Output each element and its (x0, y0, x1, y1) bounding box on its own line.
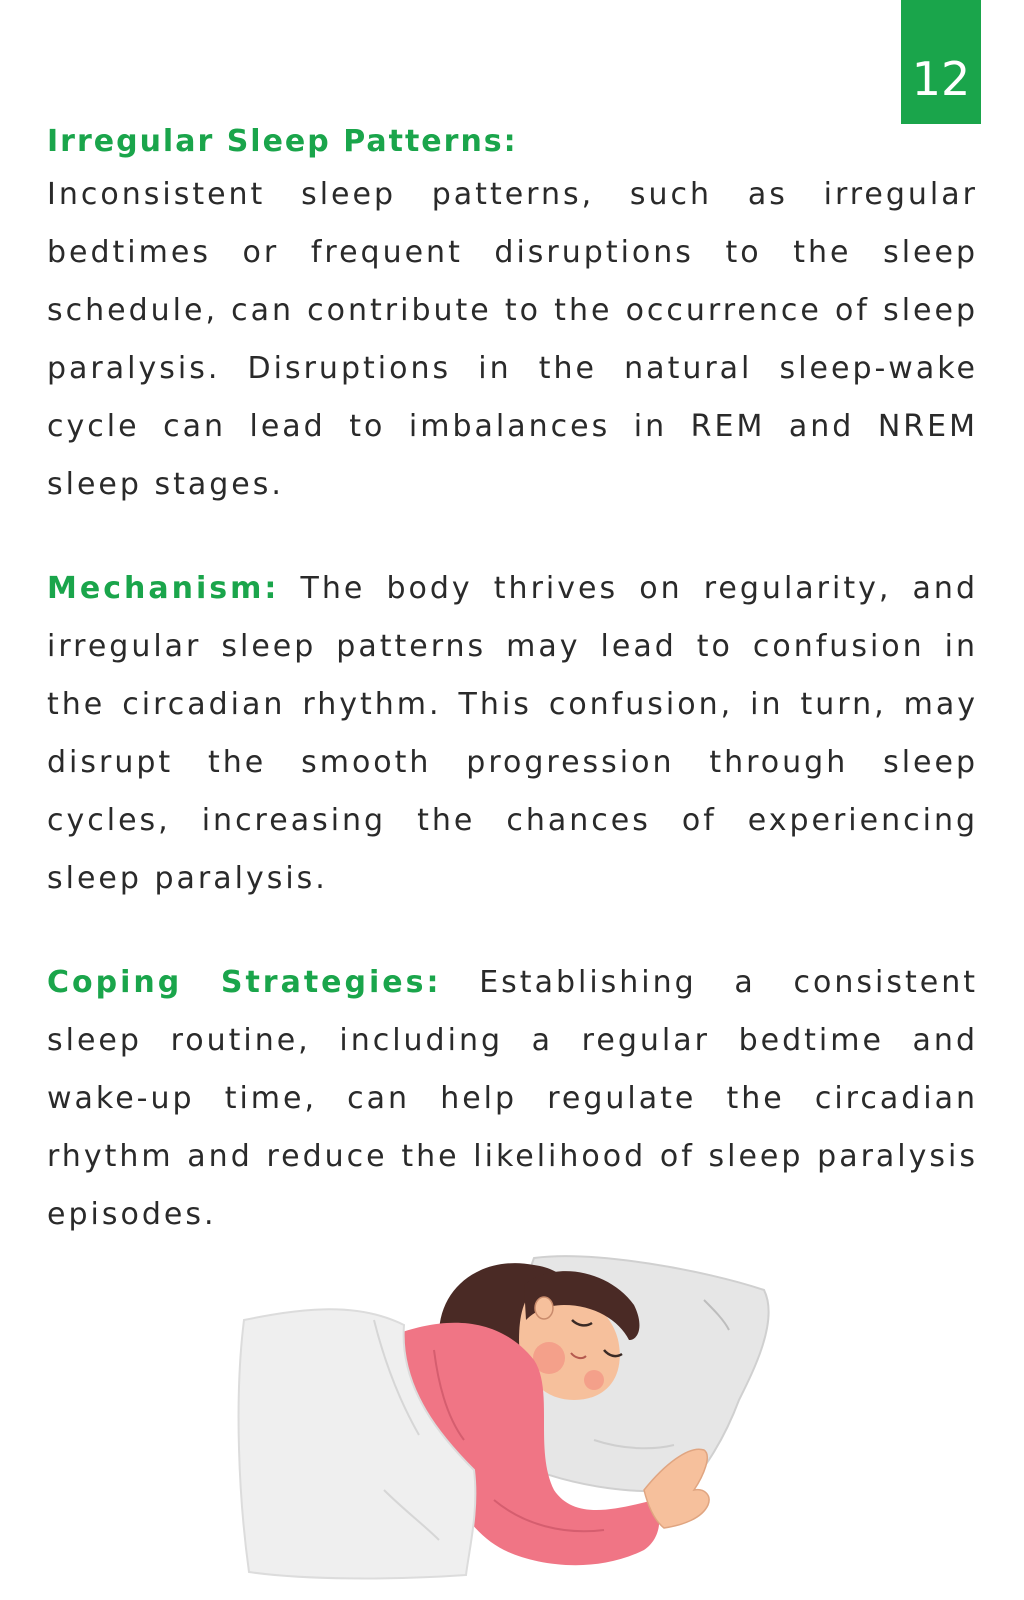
text-mechanism: The body thrives on regularity, and irregular sleep patterns may lead to confusion in the circadian rhythm. This confusion, in turn, may disrupt the smooth progression through sleep cycles, increasing the chances of experiencing sleep paralysis. (47, 571, 978, 896)
page-number: 12 (911, 52, 971, 106)
paragraph-mechanism (47, 560, 978, 908)
text-coping-strategies: Establishing a consistent sleep routine, including a regular bedtime and wake-up time, can help regulate the circadian rhythm and reduce the likelihood of sleep paralysis episodes. (47, 965, 978, 1232)
page-number-badge (901, 0, 981, 124)
label-coping-strategies: Coping Strategies: (47, 965, 442, 1000)
paragraph-coping-strategies (47, 954, 978, 1244)
label-mechanism: Mechanism: (47, 571, 280, 606)
paragraph-irregular-sleep: Inconsistent sleep patterns, such as irregular bedtimes or frequent disruptions to the sleep schedule, can contribute to the occurrence of sleep paralysis. Disruptions in the natural sleep-wake cycle can lead to imbalances in REM and NREM sleep stages. (47, 177, 978, 502)
page-content (47, 118, 978, 1244)
sleeping-woman-icon (234, 1250, 794, 1580)
section-heading-irregular-sleep: Irregular Sleep Patterns: (47, 124, 518, 159)
